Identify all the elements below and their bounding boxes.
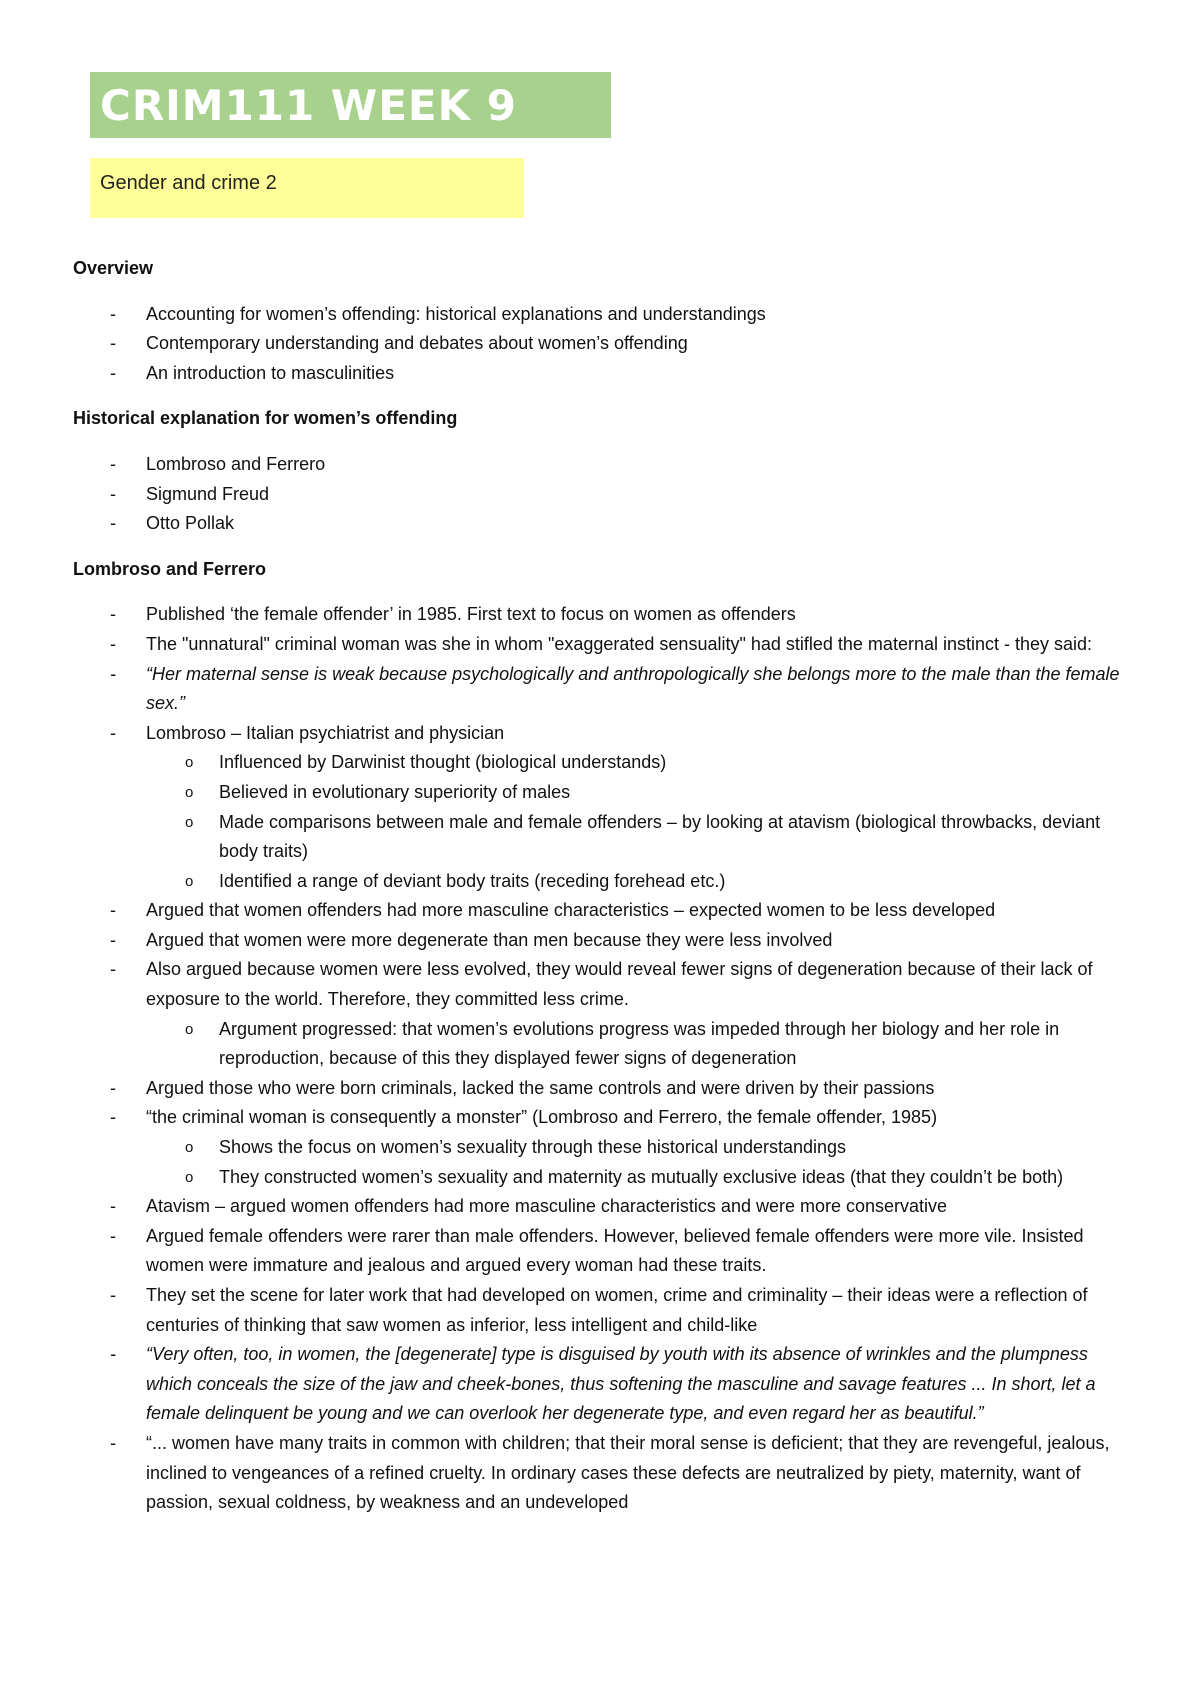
list-item: - Also argued because women were less evolved, they would reveal fewer signs of degeneration because of their lack of exposure to the world. Therefore, they committed less crime.: [73, 955, 1133, 1014]
list-item: - Accounting for women’s offending: historical explanations and understandings: [73, 300, 1133, 330]
sub-list-item: o Believed in evolutionary superiority of males: [73, 778, 1133, 808]
list-item: - The "unnatural" criminal woman was she in whom "exaggerated sensuality" had stifled the maternal instinct - they said:: [73, 630, 1133, 660]
sub-list-item: o Shows the focus on women’s sexuality through these historical understandings: [73, 1133, 1133, 1163]
list-item: - Lombroso and Ferrero: [73, 450, 1133, 480]
overview-list: [73, 300, 1133, 389]
list-item: - Sigmund Freud: [73, 480, 1133, 510]
document-body: [73, 254, 1133, 1518]
list-item: - Lombroso – Italian psychiatrist and physician: [73, 719, 1133, 749]
document-subtitle: Gender and crime 2: [100, 172, 277, 194]
sub-list-item: o Argument progressed: that women’s evolutions progress was impeded through her biology and her role in reproduction, because of this they displayed fewer signs of degeneration: [73, 1015, 1133, 1074]
list-item: - Atavism – argued women offenders had more masculine characteristics and were more conservative: [73, 1192, 1133, 1222]
subtitle-banner: [90, 158, 524, 218]
list-item: - Contemporary understanding and debates about women’s offending: [73, 329, 1133, 359]
list-item: - “the criminal woman is consequently a monster” (Lombroso and Ferrero, the female offender, 1985): [73, 1103, 1133, 1133]
list-item: - Argued that women offenders had more masculine characteristics – expected women to be less developed: [73, 896, 1133, 926]
historical-heading: Historical explanation for women’s offending: [73, 408, 458, 429]
list-item: - An introduction to masculinities: [73, 359, 1133, 389]
quote-item: - “... women have many traits in common with children; that their moral sense is deficient; that they are revengeful, jealous, inclined to vengeances of a refined cruelty. In ordinary cases these defects are neutralized by piety, maternity, want of passion, sexual coldness, by weakness and an undeveloped: [73, 1429, 1133, 1518]
lombroso-heading: Lombroso and Ferrero: [73, 558, 267, 579]
list-item: - Argued those who were born criminals, lacked the same controls and were driven by their passions: [73, 1074, 1133, 1104]
list-item: - Otto Pollak: [73, 509, 1133, 539]
list-item: - They set the scene for later work that had developed on women, crime and criminality – their ideas were a reflection of centuries of thinking that saw women as inferior, less intelligent and child-like: [73, 1281, 1133, 1340]
title-banner: [90, 72, 611, 138]
list-item: - Published ‘the female offender’ in 1985. First text to focus on women as offenders: [73, 600, 1133, 630]
sub-list-item: o Identified a range of deviant body traits (receding forehead etc.): [73, 867, 1133, 897]
list-item: - Argued female offenders were rarer than male offenders. However, believed female offenders were more vile. Insisted women were immature and jealous and argued every woman had these traits.: [73, 1222, 1133, 1281]
sub-list-item: o They constructed women’s sexuality and maternity as mutually exclusive ideas (that they couldn’t be both): [73, 1163, 1133, 1193]
list-item: - Argued that women were more degenerate than men because they were less involved: [73, 926, 1133, 956]
sub-list-item: o Influenced by Darwinist thought (biological understands): [73, 748, 1133, 778]
quote-item: - “Her maternal sense is weak because psychologically and anthropologically she belongs more to the male than the female sex.”: [73, 660, 1133, 719]
sub-list-item: o Made comparisons between male and female offenders – by looking at atavism (biological throwbacks, deviant body traits): [73, 808, 1133, 867]
quote-item: - “Very often, too, in women, the [degenerate] type is disguised by youth with its absence of wrinkles and the plumpness which conceals the size of the jaw and cheek-bones, thus softening the masculine and savage features ... In short, let a female delinquent be young and we can overlook her degenerate type, and even regard her as beautiful.”: [73, 1340, 1133, 1429]
lombroso-list: [73, 600, 1133, 1517]
overview-heading: Overview: [73, 258, 154, 278]
document-title: CRIM111 WEEK 9: [100, 81, 517, 130]
historical-list: [73, 450, 1133, 539]
